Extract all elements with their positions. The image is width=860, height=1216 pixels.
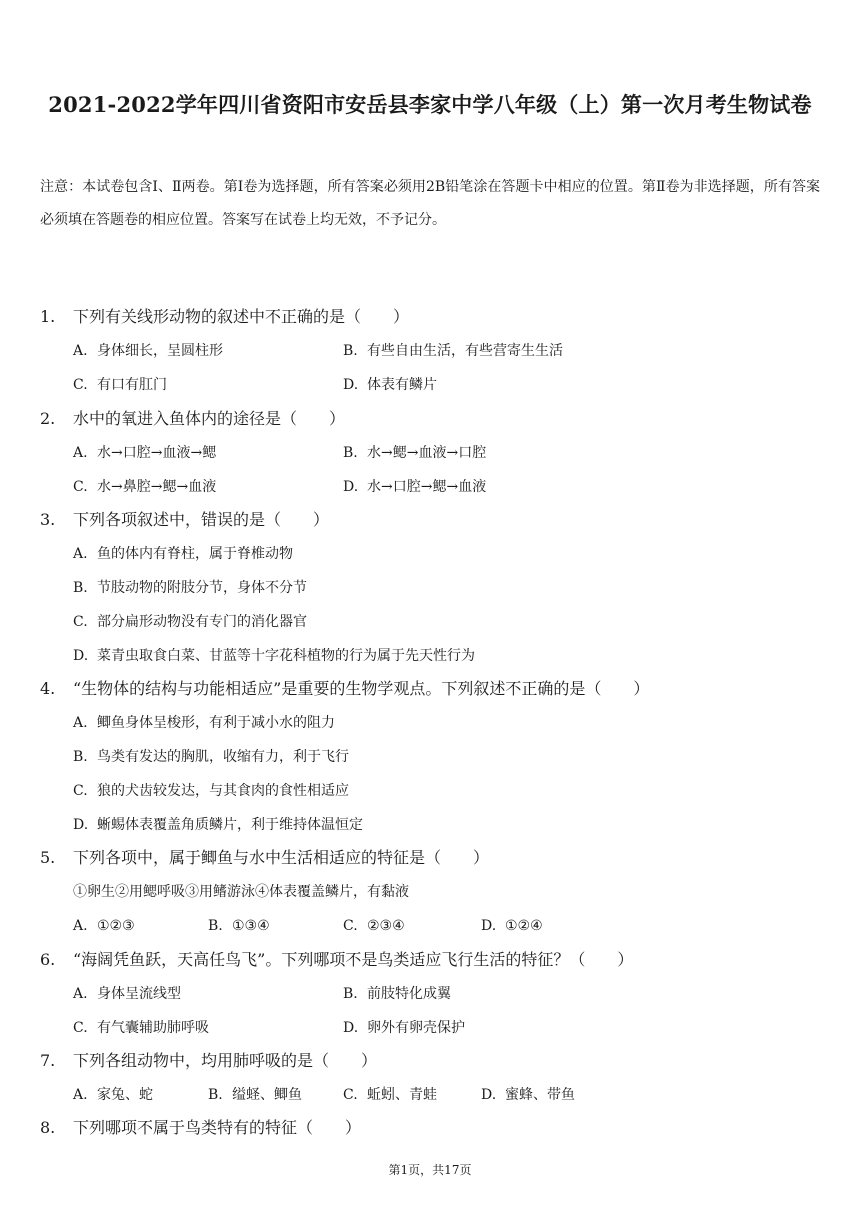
question-number: 5. [40, 848, 56, 867]
question-number: 8. [40, 1118, 56, 1137]
exam-title: 2021-2022学年四川省资阳市安岳县李家中学八年级（上）第一次月考生物试卷 [48, 92, 812, 117]
option-c: C. ②③④ [343, 918, 405, 934]
option-b: B. 缢蛏、鲫鱼 [208, 1087, 302, 1103]
option-b: B. 前肢特化成翼 [343, 986, 451, 1002]
question-stem: 下列各组动物中，均用肺呼吸的是（ ） [73, 1051, 378, 1070]
option-d: D. 菜青虫取食白菜、甘蓝等十字花科植物的行为属于先天性行为 [73, 648, 475, 664]
question-number: 1. [40, 307, 56, 326]
option-c: C. 有口有肛门 [73, 377, 167, 393]
question-stem: 水中的氧进入鱼体内的途径是（ ） [73, 409, 346, 428]
option-d: D. 体表有鳞片 [343, 377, 437, 393]
option-c: C. 蚯蚓、青蛙 [343, 1087, 437, 1103]
question-1 [40, 305, 409, 329]
option-a: A. 水→口腔→血液→鳃 [73, 445, 217, 461]
question-stem: 下列有关线形动物的叙述中不正确的是（ ） [73, 307, 410, 326]
option-a: A. 身体细长，呈圆柱形 [73, 343, 223, 359]
question-number: 7. [40, 1051, 56, 1070]
question-number: 6. [40, 950, 56, 969]
option-c: C. 水→鼻腔→鳃→血液 [73, 479, 217, 495]
question-number: 2. [40, 409, 56, 428]
option-d: D. 蜜蜂、带鱼 [481, 1087, 575, 1103]
option-c: C. 狼的犬齿较发达，与其食肉的食性相适应 [73, 783, 349, 799]
question-number: 3. [40, 510, 56, 529]
question-5 [40, 846, 489, 870]
question-5-statements: ①卵生②用鳃呼吸③用鳍游泳④体表覆盖鳞片，有黏液 [73, 884, 409, 900]
option-a: A. 鲫鱼身体呈梭形，有利于减小水的阻力 [73, 715, 335, 731]
question-2 [40, 407, 345, 431]
option-a: A. 鱼的体内有脊柱，属于脊椎动物 [73, 546, 293, 562]
option-b: B. 有些自由生活，有些营寄生生活 [343, 343, 563, 359]
option-a: A. ①②③ [73, 918, 135, 934]
option-d: D. 卵外有卵壳保护 [343, 1020, 465, 1036]
option-b: B. 节肢动物的附肢分节，身体不分节 [73, 580, 307, 596]
question-8 [40, 1116, 361, 1140]
question-stem: 下列哪项不属于鸟类特有的特征（ ） [73, 1118, 362, 1137]
exam-notice: 注意：本试卷包含Ⅰ、Ⅱ两卷。第Ⅰ卷为选择题，所有答案必须用2B铅笔涂在答题卡中相应的位置。第Ⅱ卷为非选择题，所有答案必须填在答题卷的相应位置。答案写在试卷上均无效，不予记分。 [40, 179, 820, 228]
question-number: 4. [40, 679, 56, 698]
option-d: D. 水→口腔→鳃→血液 [343, 479, 487, 495]
option-a: A. 家兔、蛇 [73, 1087, 153, 1103]
question-7 [40, 1049, 377, 1073]
question-stem: “生物体的结构与功能相适应”是重要的生物学观点。下列叙述不正确的是（ ） [73, 679, 650, 698]
option-d: D. 蜥蜴体表覆盖角质鳞片，利于维持体温恒定 [73, 817, 363, 833]
question-stem: “海阔凭鱼跃，天高任鸟飞”。下列哪项不是鸟类适应飞行生活的特征？（ ） [73, 950, 634, 969]
option-c: C. 部分扁形动物没有专门的消化器官 [73, 614, 307, 630]
question-4 [40, 677, 649, 701]
question-6 [40, 948, 633, 972]
option-c: C. 有气囊辅助肺呼吸 [73, 1020, 209, 1036]
option-b: B. ①③④ [208, 918, 270, 934]
question-stem: 下列各项中，属于鲫鱼与水中生活相适应的特征是（ ） [73, 848, 490, 867]
option-b: B. 鸟类有发达的胸肌，收缩有力，利于飞行 [73, 749, 349, 765]
option-b: B. 水→鳃→血液→口腔 [343, 445, 487, 461]
question-stem: 下列各项叙述中，错误的是（ ） [73, 510, 330, 529]
option-d: D. ①②④ [481, 918, 543, 934]
page-footer: 第1页，共17页 [388, 1163, 472, 1177]
question-3 [40, 508, 329, 532]
option-a: A. 身体呈流线型 [73, 986, 181, 1002]
